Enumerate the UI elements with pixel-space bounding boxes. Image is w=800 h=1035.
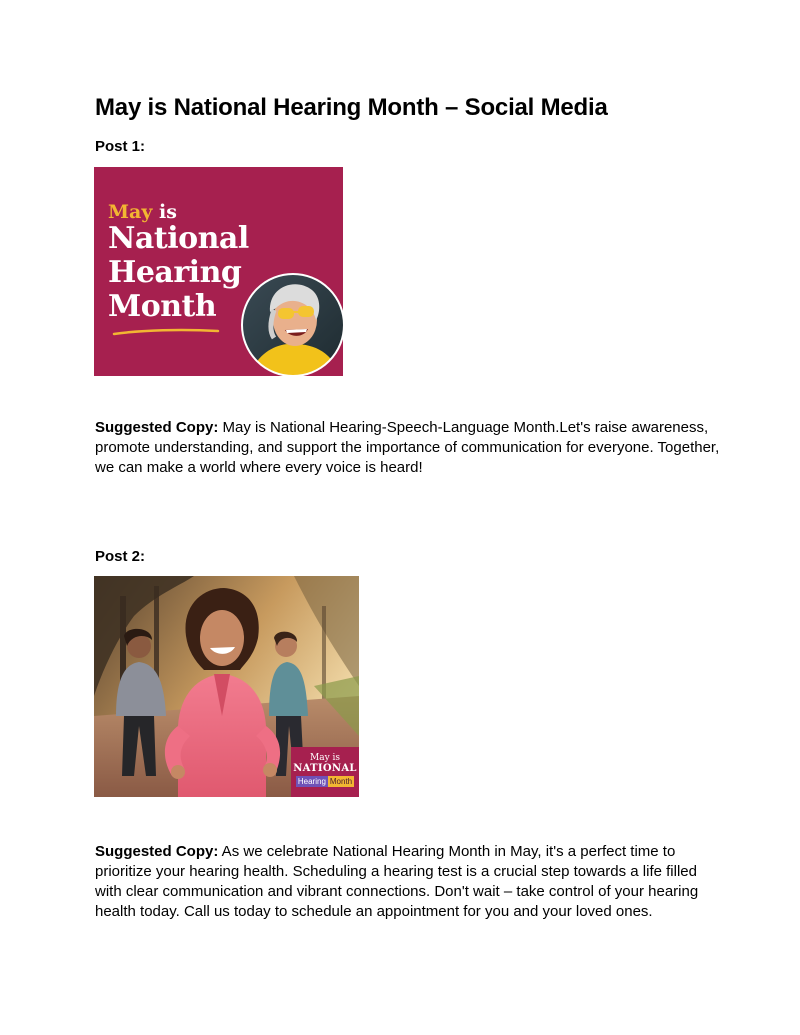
- post-2-suggested-copy: Suggested Copy: As we celebrate National Hearing Month in May, it's a perfect time to prioritize your hearing health. Scheduling a hearing test is a crucial step towards a life filled with clear communication and vibrant connections. Don't wait – take control of your hearing health today. Call us today to schedule an appointment for you and your loved ones.: [95, 843, 699, 920]
- smiling-woman-portrait-icon: [240, 272, 343, 376]
- page-title: May is National Hearing Month – Social Media: [95, 94, 608, 121]
- national-hearing-month-badge: May is NATIONAL Hearing Month: [291, 747, 359, 797]
- post-1-suggested-copy: Suggested Copy: May is National Hearing-Speech-Language Month.Let's raise awareness, promote understanding, and support the importance of communication for everyone. Together, we can make a world where every voice is heard!: [95, 419, 720, 476]
- graphic-headline: National Hearing Month: [108, 221, 249, 324]
- gold-underline-icon: [112, 327, 222, 337]
- post-2-label: Post 2:: [95, 548, 146, 565]
- graphic-line-may-is: May is: [108, 201, 177, 223]
- post-2-graphic: [94, 576, 359, 797]
- post-1-graphic: [94, 167, 343, 376]
- post-1-label: Post 1:: [95, 138, 146, 155]
